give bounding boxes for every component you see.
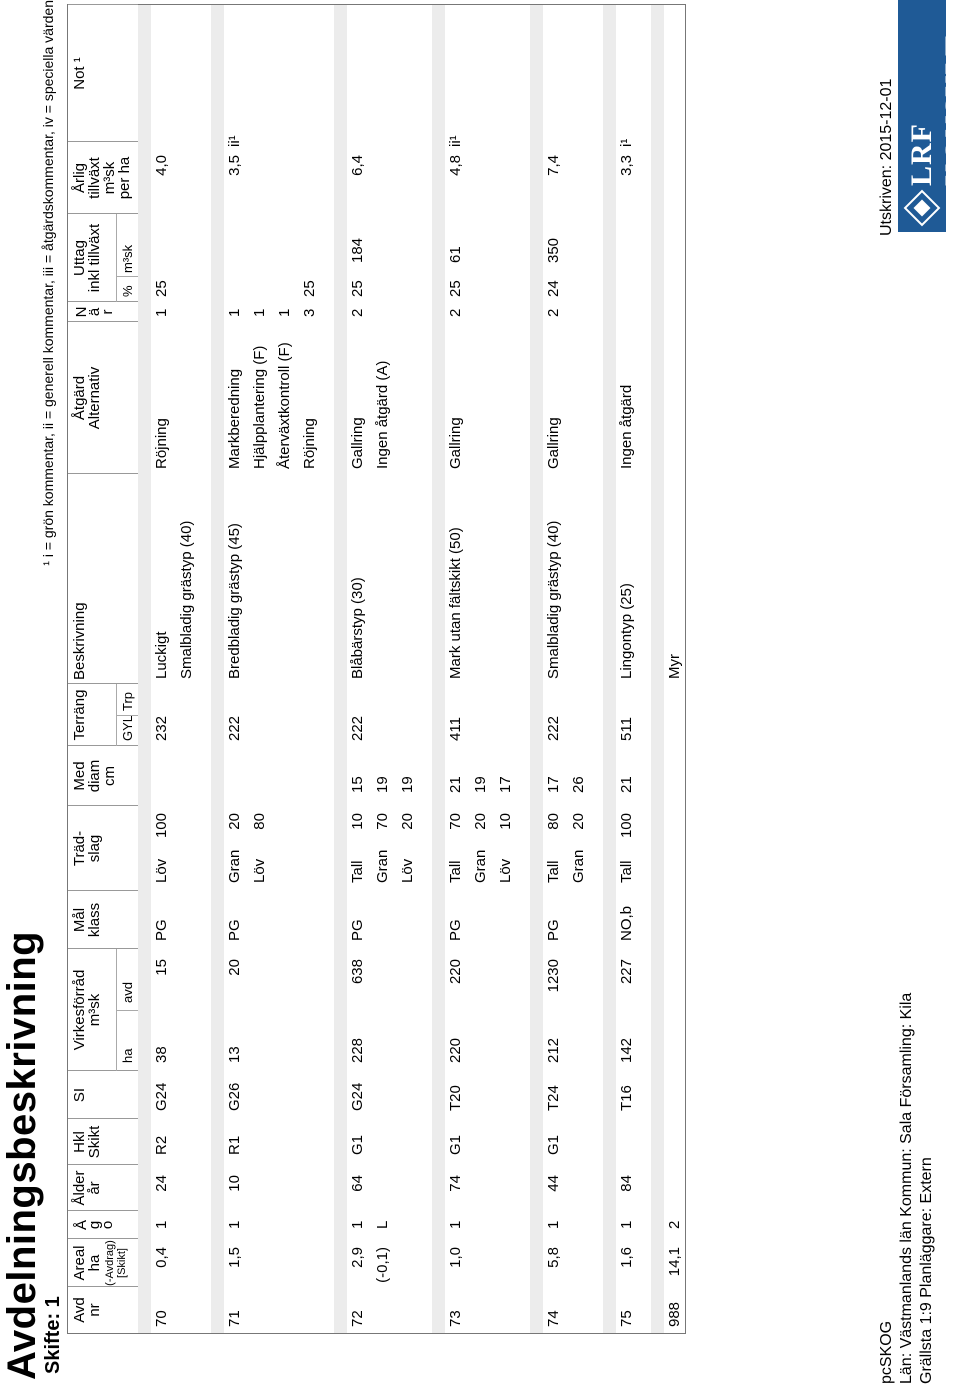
- header-avd-line: nr: [86, 1303, 103, 1317]
- header-ago-line: o: [99, 1220, 116, 1230]
- header-virke-line: Virkesförråd: [71, 969, 88, 1051]
- header-areal-line: (-Avdrag): [104, 1240, 116, 1286]
- row-separator: [530, 5, 543, 1333]
- header-nar: [68, 301, 138, 322]
- cell-beskr: Myr: [666, 654, 683, 679]
- cell-upct: 25: [153, 280, 170, 297]
- cell-arlig: 7,4: [545, 155, 562, 176]
- cell-alder: 74: [447, 1175, 464, 1192]
- cell-atgard: Ingen åtgärd (A): [374, 360, 391, 469]
- cell-um3: 61: [447, 246, 464, 263]
- cell-si: G24: [153, 1082, 170, 1111]
- cell-si: T16: [618, 1085, 635, 1111]
- cell-nar: 1: [251, 308, 268, 317]
- cell-hkl: G1: [349, 1134, 366, 1155]
- cell-areal: 1,5: [226, 1247, 243, 1268]
- header-trad-line: slag: [86, 834, 103, 863]
- cell-gyl: 411: [447, 717, 464, 741]
- cell-ago: 1: [618, 1220, 635, 1229]
- cell-mal: PG: [447, 919, 464, 941]
- cell-areal: 14,1: [666, 1247, 683, 1277]
- cell-atgard: Gallring: [447, 417, 464, 469]
- header-alder-line: år: [86, 1181, 103, 1195]
- header-atgard-line: Åtgärd: [71, 375, 88, 421]
- cell-beskr: Smalbladig grästyp (40): [178, 520, 195, 679]
- cell-atgard: Röjning: [153, 418, 170, 469]
- cell-gyl: 222: [226, 715, 243, 741]
- cell-trad: Tall: [618, 860, 635, 883]
- cell-trad: Löv: [153, 858, 170, 883]
- cell-atgard: Hjälpplantering (F): [251, 345, 268, 469]
- header-not: [68, 4, 138, 142]
- cell-tradpct: 100: [153, 813, 170, 839]
- cell-atgard: Röjning: [301, 418, 318, 469]
- header-virke-line: m³sk: [86, 993, 103, 1027]
- cell-tradpct: 20: [399, 813, 416, 830]
- row-separator: [432, 5, 445, 1333]
- header-uttag-line: Uttag: [71, 240, 88, 276]
- cell-med: 21: [618, 776, 635, 793]
- cell-areal: 2,9: [349, 1247, 366, 1268]
- cell-atgard: Ingen åtgärd: [618, 384, 635, 469]
- cell-vavd: 15: [153, 959, 170, 976]
- header-subdivider: [116, 1010, 138, 1011]
- cell-tradpct: 80: [251, 813, 268, 830]
- cell-vha: 38: [153, 1046, 170, 1063]
- cell-med: 17: [545, 776, 562, 793]
- cell-ago: L: [374, 1220, 391, 1229]
- header-nar-line: ä: [86, 307, 103, 317]
- cell-alder: 44: [545, 1175, 562, 1192]
- header-arlig: [68, 141, 138, 214]
- cell-beskr: Blåbärstyp (30): [349, 577, 366, 679]
- cell-not: ii¹: [447, 135, 464, 147]
- cell-avd: 72: [349, 1310, 366, 1327]
- cell-med: 19: [374, 776, 391, 793]
- header-nar-line: N: [73, 306, 90, 318]
- header-hkl-line: Skikt: [86, 1125, 103, 1159]
- header-trad: [68, 805, 138, 891]
- cell-avd: 74: [545, 1310, 562, 1327]
- cell-vha: 13: [226, 1046, 243, 1063]
- cell-alder: 10: [226, 1175, 243, 1192]
- header-alder: [68, 1164, 138, 1211]
- cell-mal: PG: [226, 919, 243, 941]
- cell-hkl: R1: [226, 1135, 243, 1155]
- cell-si: G24: [349, 1082, 366, 1111]
- footer-printed: Utskriven: 2015-12-01: [878, 78, 895, 236]
- cell-hkl: G1: [447, 1134, 464, 1155]
- cell-tradpct: 70: [374, 813, 391, 830]
- cell-arlig: 3,5: [226, 155, 243, 176]
- header-arlig-line: per ha: [116, 156, 133, 200]
- lrf-konsult-logo: [898, 0, 972, 232]
- header-ago-line: g: [86, 1220, 103, 1230]
- cell-upct: 25: [349, 280, 366, 297]
- cell-avd: 70: [153, 1310, 170, 1327]
- cell-mal: PG: [545, 919, 562, 941]
- cell-tradpct: 10: [497, 813, 514, 830]
- cell-med: 26: [570, 776, 587, 793]
- header-uttag-m3: m³sk: [120, 244, 135, 273]
- header-si: [68, 1070, 138, 1119]
- cell-tradpct: 100: [618, 813, 635, 839]
- row-separator: [603, 5, 616, 1333]
- legend-note: ¹ i = grön kommentar, ii = generell kommentar, iii = åtgärdskommentar, iv = speciella värden: [40, 0, 56, 566]
- cell-nar: 2: [349, 308, 366, 317]
- cell-trad: Tall: [349, 860, 366, 883]
- cell-areal: 0,4: [153, 1247, 170, 1268]
- header-subline: [116, 214, 117, 302]
- cell-nar: 1: [226, 308, 243, 317]
- stand-table: [67, 4, 686, 1334]
- cell-arlig: 6,4: [349, 155, 366, 176]
- header-si-line: SI: [71, 1087, 88, 1103]
- cell-ago: 1: [153, 1220, 170, 1229]
- cell-nar: 3: [301, 308, 318, 317]
- header-mal-line: klass: [86, 902, 103, 938]
- cell-tradpct: 10: [349, 813, 366, 830]
- header-med-line: Med: [71, 761, 88, 791]
- lrf-emblem-icon: [906, 192, 938, 224]
- cell-vavd: 638: [349, 959, 366, 985]
- cell-tradpct: 70: [447, 813, 464, 830]
- header-avd: [68, 1286, 138, 1333]
- cell-upct: 24: [545, 280, 562, 297]
- header-arlig-line: Årlig: [71, 163, 88, 194]
- cell-si: T24: [545, 1085, 562, 1111]
- cell-arlig: 3,3: [618, 155, 635, 176]
- cell-beskr: Lingontyp (25): [618, 583, 635, 679]
- cell-atgard: Gallring: [349, 417, 366, 469]
- footer-grallsta: Grällsta 1:9 Planläggare: Extern: [918, 1157, 935, 1384]
- cell-trad: Löv: [497, 858, 514, 883]
- cell-trad: Tall: [447, 860, 464, 883]
- cell-hkl: R2: [153, 1135, 170, 1155]
- cell-beskr: Bredbladig grästyp (45): [226, 523, 243, 679]
- cell-mal: PG: [153, 919, 170, 941]
- cell-upct: 25: [447, 280, 464, 297]
- row-separator: [211, 5, 224, 1333]
- header-mal-line: Mål: [71, 907, 88, 933]
- page-subtitle: Skifte: 1: [42, 1296, 64, 1374]
- header-med-line: diam: [86, 759, 103, 793]
- header-arlig-line: m³sk: [101, 161, 118, 195]
- cell-ago: 1: [447, 1220, 464, 1229]
- row-separator: [651, 5, 664, 1333]
- cell-vavd: 20: [226, 959, 243, 976]
- cell-si: T20: [447, 1085, 464, 1111]
- cell-ago: 1: [226, 1220, 243, 1229]
- cell-trad: Löv: [251, 858, 268, 883]
- cell-si: G26: [226, 1082, 243, 1111]
- header-nar-line: r: [99, 309, 116, 315]
- header-mal: [68, 890, 138, 949]
- header-hkl-line: Hkl: [71, 1131, 88, 1153]
- cell-med: 21: [447, 776, 464, 793]
- header-atgard-line: Alternativ: [86, 366, 103, 430]
- header-areal: [68, 1238, 138, 1287]
- cell-trad: Gran: [374, 849, 391, 883]
- cell-vavd: 1230: [545, 959, 562, 993]
- cell-atgard: Gallring: [545, 417, 562, 469]
- cell-avd: 988: [666, 1301, 683, 1327]
- cell-upct: 25: [301, 280, 318, 297]
- header-areal-line: [Skikt]: [116, 1248, 128, 1278]
- cell-um3: 350: [545, 237, 562, 263]
- cell-trad: Löv: [399, 858, 416, 883]
- row-separator: [334, 5, 347, 1333]
- cell-vavd: 220: [447, 959, 464, 985]
- header-terrang-trp: Trp: [120, 691, 135, 711]
- cell-mal: PG: [349, 919, 366, 941]
- header-terrang-gyl: GYL: [120, 714, 135, 741]
- cell-gyl: 232: [153, 715, 170, 741]
- cell-mal: NO,b: [618, 905, 635, 941]
- header-ago: [68, 1210, 138, 1239]
- header-avd-line: Avd: [71, 1297, 88, 1323]
- cell-med: 19: [399, 776, 416, 793]
- cell-nar: 2: [447, 308, 464, 317]
- header-virke-ha: ha: [120, 1048, 135, 1063]
- cell-gyl: 511: [618, 717, 635, 741]
- cell-ago: 1: [545, 1220, 562, 1229]
- cell-trad: Gran: [472, 849, 489, 883]
- header-areal-line: ha: [86, 1254, 103, 1272]
- header-virke-avd: avd: [120, 982, 135, 1003]
- cell-um3: 184: [349, 237, 366, 263]
- cell-ago: 2: [666, 1220, 683, 1229]
- header-atgard: [68, 321, 138, 474]
- cell-gyl: 222: [545, 715, 562, 741]
- header-med-line: cm: [101, 766, 118, 786]
- header-trad-line: Träd-: [71, 830, 88, 867]
- cell-avd: 75: [618, 1310, 635, 1327]
- cell-arlig: 4,8: [447, 155, 464, 176]
- page-title: Avdelningsbeskrivning: [0, 930, 44, 1380]
- cell-tradpct: 80: [545, 813, 562, 830]
- header-ago-line: Å: [73, 1220, 90, 1231]
- cell-vha: 142: [618, 1037, 635, 1063]
- cell-avd: 71: [226, 1310, 243, 1327]
- header-areal-line: Areal: [71, 1245, 88, 1281]
- cell-ago: 1: [349, 1220, 366, 1229]
- cell-nar: 1: [276, 308, 293, 317]
- header-uttag-pct: %: [120, 285, 135, 297]
- header-subdivider: [116, 715, 138, 716]
- cell-arlig: 4,0: [153, 155, 170, 176]
- cell-med: 19: [472, 776, 489, 793]
- cell-areal: (-0,1): [374, 1247, 391, 1283]
- cell-hkl: G1: [545, 1134, 562, 1155]
- cell-tradpct: 20: [472, 813, 489, 830]
- cell-atgard: Markberedning: [226, 368, 243, 469]
- header-hkl: [68, 1118, 138, 1165]
- cell-trad: Gran: [226, 849, 243, 883]
- cell-gyl: 222: [349, 715, 366, 741]
- cell-alder: 84: [618, 1175, 635, 1192]
- cell-beskr: Mark utan fältskikt (50): [447, 527, 464, 679]
- header-uttag-line: inkl tillväxt: [86, 223, 103, 293]
- cell-not: ii¹: [226, 135, 243, 147]
- cell-atgard: Återväxtkontroll (F): [276, 342, 293, 469]
- cell-tradpct: 20: [226, 813, 243, 830]
- cell-trad: Tall: [545, 860, 562, 883]
- table-header: [68, 5, 139, 1333]
- cell-vavd: 227: [618, 959, 635, 985]
- footer-pcskog: pcSKOG: [878, 1320, 895, 1384]
- cell-not: i¹: [618, 138, 635, 147]
- header-subdivider: [116, 276, 138, 277]
- cell-vha: 228: [349, 1037, 366, 1063]
- cell-alder: 24: [153, 1175, 170, 1192]
- header-alder-line: Ålder: [71, 1170, 88, 1206]
- footer-location: Län: Västmanlands län Kommun: Sala Församling: Kila: [898, 992, 915, 1384]
- cell-tradpct: 20: [570, 813, 587, 830]
- header-beskr: [68, 473, 138, 684]
- header-terrang-line: Terräng: [71, 689, 88, 741]
- cell-med: 15: [349, 776, 366, 793]
- header-not-line: Not ¹: [71, 57, 88, 90]
- logo-text: LRF KONSULT: [905, 35, 972, 186]
- cell-nar: 1: [153, 308, 170, 317]
- header-beskr-line: Beskrivning: [71, 602, 88, 680]
- cell-vha: 212: [545, 1037, 562, 1063]
- cell-beskr: Luckigt: [153, 631, 170, 679]
- cell-nar: 2: [545, 308, 562, 317]
- cell-alder: 64: [349, 1175, 366, 1192]
- cell-avd: 73: [447, 1310, 464, 1327]
- header-med: [68, 745, 138, 806]
- cell-med: 17: [497, 776, 514, 793]
- cell-beskr: Smalbladig grästyp (40): [545, 520, 562, 679]
- cell-trad: Gran: [570, 849, 587, 883]
- cell-areal: 1,0: [447, 1247, 464, 1268]
- row-separator: [138, 5, 151, 1333]
- header-arlig-line: tillväxt: [86, 157, 103, 199]
- cell-areal: 1,6: [618, 1247, 635, 1268]
- cell-vha: 220: [447, 1037, 464, 1063]
- cell-areal: 5,8: [545, 1247, 562, 1268]
